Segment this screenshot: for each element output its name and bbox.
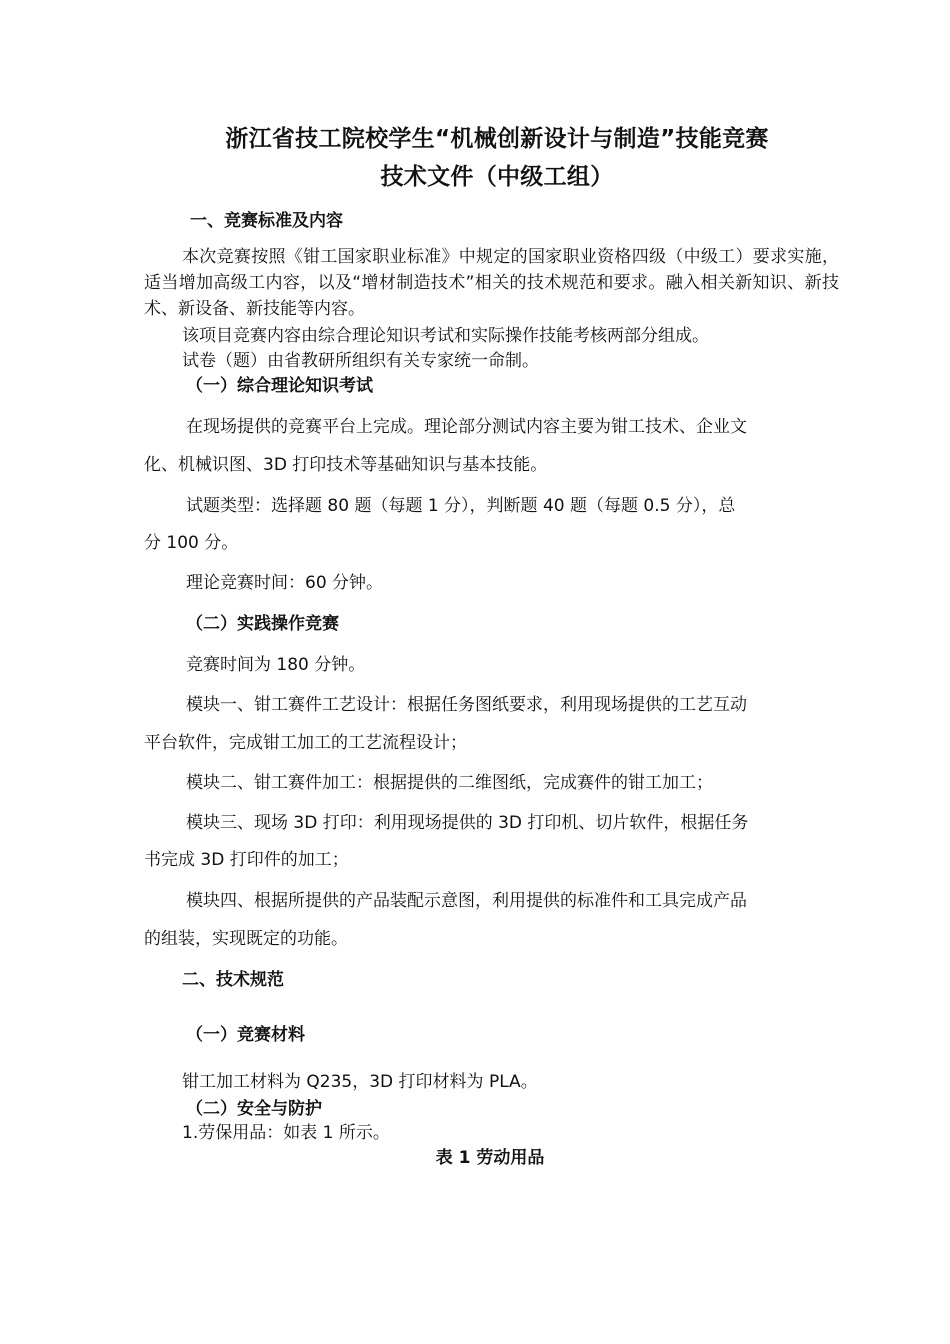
theory-exam-heading: （一）综合理论知识考试 — [186, 376, 373, 396]
module-2: 模块二、钳工赛件加工：根据提供的二维图纸，完成赛件的钳工加工； — [186, 773, 713, 793]
theory-exam-time: 理论竞赛时间：60 分钟。 — [186, 573, 384, 593]
section-2-heading: 二、技术规范 — [182, 970, 284, 990]
module-4-line-2: 的组装，实现既定的功能。 — [144, 929, 348, 949]
section-1-paragraph-3: 试卷（题）由省教研所组织有关专家统一命制。 — [182, 351, 539, 371]
module-3-line-1: 模块三、现场 3D 打印：利用现场提供的 3D 打印机、切片软件，根据任务 — [186, 813, 749, 833]
document-title-line-1: 浙江省技工院校学生“机械创新设计与制造”技能竞赛 — [225, 126, 769, 152]
theory-exam-para-2-line-2: 分 100 分。 — [144, 533, 239, 553]
theory-exam-para-1-line-1: 在现场提供的竞赛平台上完成。理论部分测试内容主要为钳工技术、企业文 — [186, 417, 747, 437]
module-1-line-2: 平台软件，完成钳工加工的工艺流程设计； — [144, 733, 467, 753]
safety-paragraph: 1.劳保用品：如表 1 所示。 — [182, 1123, 390, 1143]
materials-paragraph: 钳工加工材料为 Q235，3D 打印材料为 PLA。 — [182, 1072, 538, 1092]
materials-heading: （一）竞赛材料 — [186, 1025, 305, 1045]
module-3-line-2: 书完成 3D 打印件的加工； — [144, 850, 349, 870]
safety-heading: （二）安全与防护 — [186, 1099, 322, 1119]
module-1-line-1: 模块一、钳工赛件工艺设计：根据任务图纸要求，利用现场提供的工艺互动 — [186, 695, 747, 715]
theory-exam-para-2-line-1: 试题类型：选择题 80 题（每题 1 分），判断题 40 题（每题 0.5 分），总 — [186, 496, 736, 516]
section-1-heading: 一、竞赛标准及内容 — [190, 211, 343, 231]
document-title-line-2: 技术文件（中级工组） — [380, 164, 614, 190]
theory-exam-para-1-line-2: 化、机械识图、3D 打印技术等基础知识与基本技能。 — [144, 455, 548, 475]
table-1-caption: 表 1 劳动用品 — [435, 1148, 545, 1168]
section-1-paragraph-1: 本次竞赛按照《钳工国家职业标准》中规定的国家职业资格四级（中级工）要求实施，适当增加高级工内容，以及“增材制造技术”相关的技术规范和要求。融入相关新知识、新技术、新设备、新技能等内容。 — [144, 247, 839, 319]
module-4-line-1: 模块四、根据所提供的产品装配示意图，利用提供的标准件和工具完成产品 — [186, 891, 747, 911]
practical-heading: （二）实践操作竞赛 — [186, 614, 339, 634]
practical-time: 竞赛时间为 180 分钟。 — [186, 655, 366, 675]
section-1-paragraph-2: 该项目竞赛内容由综合理论知识考试和实际操作技能考核两部分组成。 — [182, 326, 709, 346]
